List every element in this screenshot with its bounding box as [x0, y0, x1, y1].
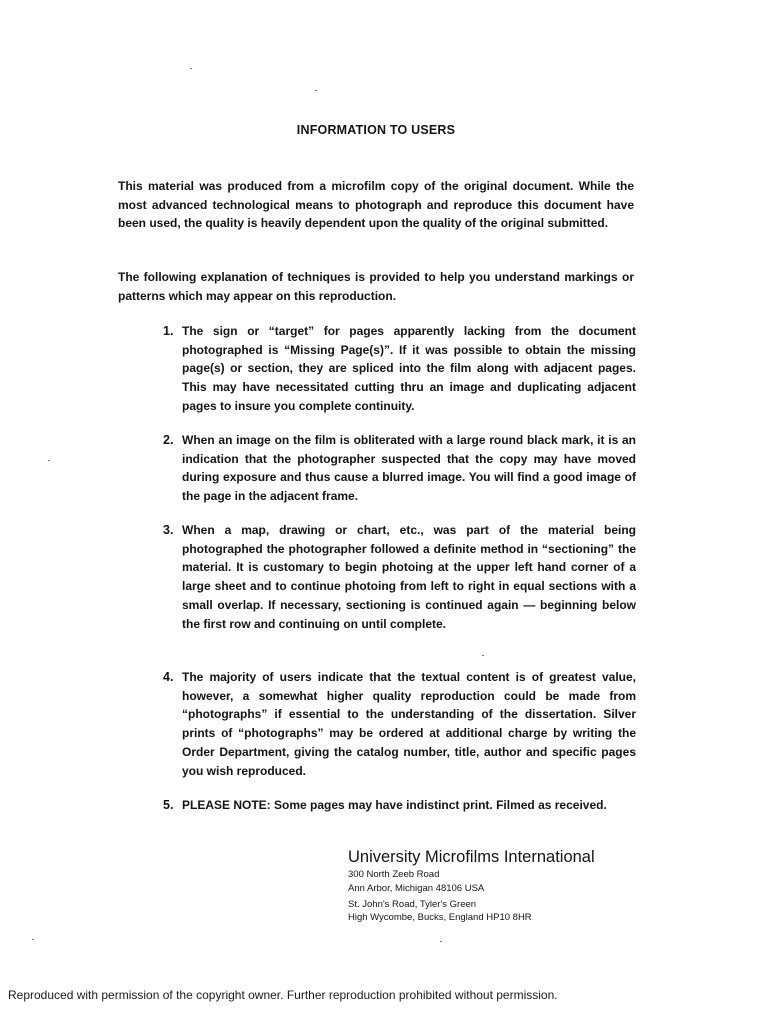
intro-paragraph: This material was produced from a microfilm copy of the original document. While the most advanced technological means to photograph and reproduce this document have been used, the quality is heavily dependent upon the quality of the original submitted. — [118, 179, 634, 231]
scan-speck — [32, 939, 34, 940]
scan-speck — [190, 68, 192, 69]
list-item-text: The majority of users indicate that the textual content is of greatest value, however, a somewhat higher quality reproduction could be made from “photographs” if essential to the understanding of the dissertation. Silver prints of “photographs” may be ordered at additional charge by writing the Order Department, giving the catalog number, title, author and specific pages you wish reproduced. — [182, 670, 636, 778]
list-item-number: 4. — [163, 670, 174, 684]
list-item-text: The sign or “target” for pages apparently lacking from the document photographed is “Missing Page(s)”. If it was possible to obtain the missing page(s) or section, they are spliced into the film along with adjacent pages. This may have necessitated cutting thru an image and duplicating adjacent pages to insure you complete continuity. — [182, 324, 636, 413]
list-item — [163, 521, 636, 633]
address-line: 300 North Zeeb Road — [348, 869, 440, 880]
address-line: St. John's Road, Tyler's Green — [348, 898, 477, 910]
list-item — [163, 668, 636, 780]
scan-speck — [315, 90, 317, 91]
organization-name: University Microfilms International — [348, 848, 595, 866]
scan-speck — [48, 460, 50, 461]
list-item-text: PLEASE NOTE: Some pages may have indistinct print. Filmed as received. — [182, 798, 607, 812]
list-item-number: 5. — [163, 798, 174, 812]
list-item — [163, 431, 636, 506]
scan-speck — [440, 941, 442, 942]
scan-speck — [482, 655, 484, 656]
copyright-notice: Reproduced with permission of the copyright owner. Further reproduction prohibited without permission. — [8, 988, 558, 1002]
list-item — [163, 322, 636, 416]
list-item-number: 2. — [163, 433, 174, 447]
explanation-paragraph: The following explanation of techniques is provided to help you understand markings or patterns which may appear on this reproduction. — [118, 270, 634, 303]
address-line: High Wycombe, Bucks, England HP10 8HR — [348, 912, 532, 924]
list-item-number: 1. — [163, 324, 174, 338]
page-title: INFORMATION TO USERS — [296, 123, 456, 137]
organization-block — [348, 846, 595, 925]
address-line: Ann Arbor, Michigan 48106 USA — [348, 882, 485, 894]
list-item-number: 3. — [163, 523, 174, 537]
list-item-text: When an image on the film is obliterated with a large round black mark, it is an indication that the photographer suspected that the copy may have moved during exposure and thus cause a blurred image. You will find a good image of the page in the adjacent frame. — [182, 433, 636, 504]
list-item — [163, 796, 636, 815]
list-item-text: When a map, drawing or chart, etc., was part of the material being photographed the photographer followed a definite method in “sectioning” the material. It is customary to begin photoing at the upper left hand corner of a large sheet and to continue photoing from left to right in equal sections with a small overlap. If necessary, sectioning is continued again — beginning below the first row and continuing on until complete. — [182, 523, 636, 631]
